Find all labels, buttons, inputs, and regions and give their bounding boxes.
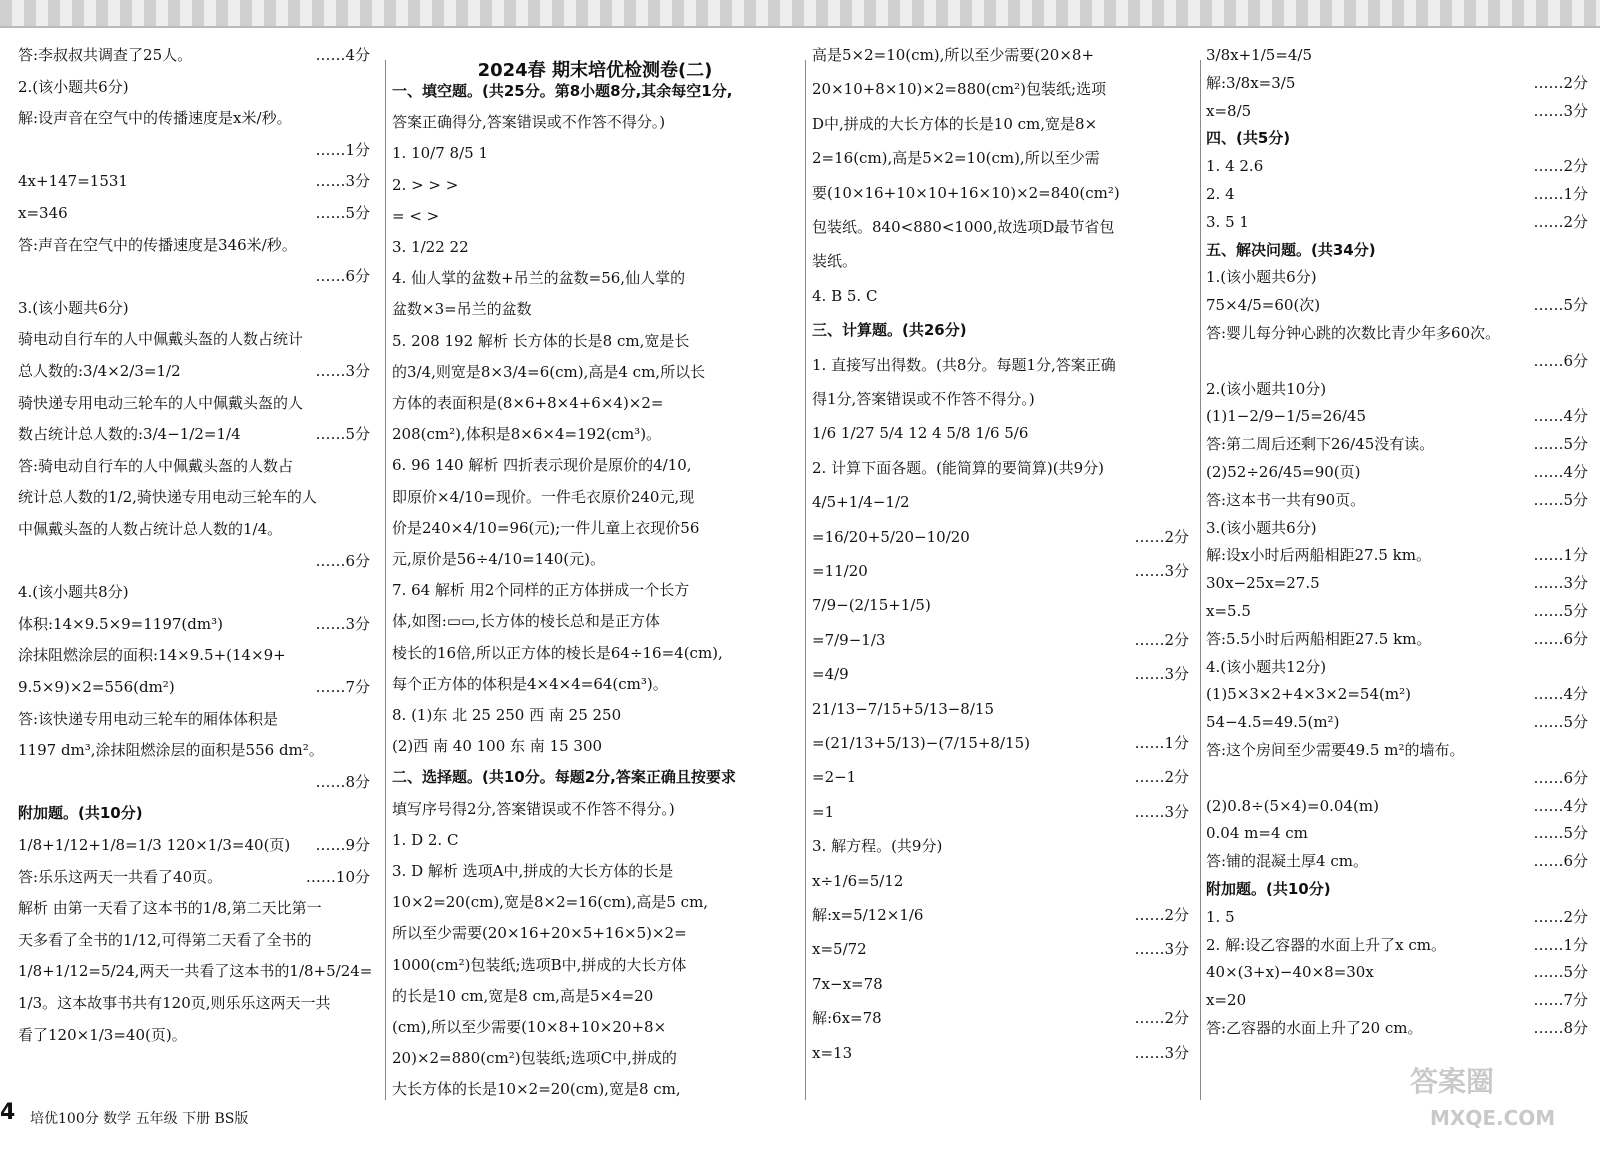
answer-line: 得1分,答案错误或不作答不得分。) bbox=[812, 390, 1035, 408]
answer-line: 即原价×4/10=现价。一件毛衣原价240元,现 bbox=[392, 487, 695, 506]
answer-line: 填写序号得2分,答案错误或不作答不得分。) bbox=[392, 799, 675, 818]
score-points: ……1分 bbox=[1533, 935, 1588, 954]
score-points: ……1分 bbox=[315, 140, 370, 159]
answer-line: 一、填空题。(共25分。第8小题8分,其余每空1分, bbox=[392, 82, 733, 100]
answer-line: 7/9−(2/15+1/5) bbox=[812, 596, 931, 615]
answer-line: 总人数的:3/4×2/3=1/2 bbox=[18, 362, 181, 380]
answer-line: 21/13−7/15+5/13−8/15 bbox=[812, 699, 994, 718]
answer-line: 答:乙容器的水面上升了20 cm。 bbox=[1206, 1019, 1423, 1037]
answer-line: 的长是10 cm,宽是8 cm,高是5×4=20 bbox=[392, 986, 654, 1005]
answer-line: 答:婴儿每分钟心跳的次数比青少年多60次。 bbox=[1206, 324, 1501, 342]
answer-line: 解:x=5/12×1/6 bbox=[812, 906, 924, 924]
answer-line: 答:这个房间至少需要49.5 m²的墙布。 bbox=[1206, 741, 1465, 759]
answer-line: 3. D 解析 选项A中,拼成的大长方体的长是 bbox=[392, 862, 674, 880]
score-points: ……3分 bbox=[315, 172, 370, 191]
answer-line: D中,拼成的大长方体的长是10 cm,宽是8× bbox=[812, 114, 1098, 133]
score-points: ……4分 bbox=[1533, 796, 1588, 815]
score-points: ……3分 bbox=[1134, 562, 1189, 580]
answer-line: 3.(该小题共6分) bbox=[1206, 518, 1317, 537]
footer: 培优100分 数学 五年级 下册 BS版 bbox=[30, 1111, 249, 1127]
answer-line: 答:这本书一共有90页。 bbox=[1206, 490, 1366, 509]
answer-line: 4. B 5. C bbox=[812, 286, 878, 305]
answer-line: 7. 64 解析 用2个同样的正方体拼成一个长方 bbox=[392, 581, 690, 600]
answer-line: 答:李叔叔共调查了25人。 bbox=[18, 46, 193, 64]
answer-line: 附加题。(共10分) bbox=[18, 804, 143, 823]
score-points: ……2分 bbox=[1134, 906, 1189, 924]
score-points: ……3分 bbox=[1533, 574, 1588, 593]
answer-line: 答:铺的混凝土厚4 cm。 bbox=[1206, 852, 1368, 871]
answer-line: 装纸。 bbox=[812, 252, 858, 271]
answer-line: (2)0.8÷(5×4)=0.04(m) bbox=[1206, 796, 1379, 815]
page-number: 4 bbox=[0, 1100, 16, 1125]
score-points: ……10分 bbox=[305, 867, 370, 886]
score-points: ……9分 bbox=[315, 836, 370, 854]
score-points: ……5分 bbox=[1533, 435, 1588, 454]
answer-line: 1. 直接写出得数。(共8分。每题1分,答案正确 bbox=[812, 355, 1116, 374]
answer-line: 体,如图:▭▭,长方体的棱长总和是正方体 bbox=[392, 612, 660, 631]
score-points: ……3分 bbox=[1134, 802, 1189, 821]
answer-line: 208(cm²),体积是8×6×4=192(cm³)。 bbox=[392, 425, 662, 444]
watermark-line-2: MXQE.COM bbox=[1430, 1106, 1556, 1130]
answer-line: 看了120×1/3=40(页)。 bbox=[18, 1025, 187, 1044]
answer-line: = < > bbox=[392, 206, 440, 225]
answer-line: 答:声音在空气中的传播速度是346米/秒。 bbox=[18, 235, 297, 254]
answer-line: 元,原价是56÷4/10=140(元)。 bbox=[392, 550, 606, 568]
score-points: ……5分 bbox=[315, 425, 370, 444]
answer-line: 2.(该小题共6分) bbox=[18, 77, 129, 96]
answer-line: 棱长的16倍,所以正方体的棱长是64÷16=4(cm), bbox=[392, 643, 723, 662]
score-points: ……5分 bbox=[1533, 713, 1588, 732]
answer-line: 3/8x+1/5=4/5 bbox=[1206, 46, 1313, 64]
answer-line: 3. 5 1 bbox=[1206, 212, 1249, 231]
answer-line: 二、选择题。(共10分。每题2分,答案正确且按要求 bbox=[392, 768, 736, 787]
answer-line: 4x+147=1531 bbox=[18, 172, 128, 191]
score-points: ……5分 bbox=[1533, 296, 1588, 315]
answer-line: 高是5×2=10(cm),所以至少需要(20×8+ bbox=[812, 46, 1095, 64]
answer-line: 天多看了全书的1/12,可得第二天看了全书的 bbox=[18, 930, 312, 949]
answer-line: x=20 bbox=[1206, 991, 1247, 1010]
answer-line: 答:骑电动自行车的人中佩戴头盔的人数占 bbox=[18, 456, 294, 475]
answer-line: 3. 解方程。(共9分) bbox=[812, 837, 943, 856]
score-points: ……6分 bbox=[315, 551, 370, 570]
answer-line: (1)1−2/9−1/5=26/45 bbox=[1206, 407, 1367, 426]
answer-line: 五、解决问题。(共34分) bbox=[1206, 240, 1376, 259]
score-points: ……1分 bbox=[1533, 546, 1588, 565]
column-1 bbox=[18, 44, 378, 1094]
answer-line: 解析 由第一天看了这本书的1/8,第二天比第一 bbox=[18, 899, 322, 918]
answer-line: 涂抹阻燃涂层的面积:14×9.5+(14×9+ bbox=[18, 646, 286, 665]
answer-line: 3.(该小题共6分) bbox=[18, 298, 129, 317]
answer-line: 1/8+1/12=5/24,两天一共看了这本书的1/8+5/24= bbox=[18, 962, 373, 981]
answer-line: =11/20 bbox=[812, 562, 868, 580]
answer-line: =7/9−1/3 bbox=[812, 630, 886, 649]
score-points: ……6分 bbox=[315, 267, 370, 286]
score-points: ……3分 bbox=[1533, 101, 1588, 120]
answer-line: x=5/72 bbox=[812, 940, 867, 959]
score-points: ……2分 bbox=[1533, 907, 1588, 926]
answer-line: 解:设x小时后两船相距27.5 km。 bbox=[1206, 546, 1431, 565]
answer-line: =16/20+5/20−10/20 bbox=[812, 527, 970, 546]
answer-line: 1. D 2. C bbox=[392, 830, 459, 849]
score-points: ……3分 bbox=[315, 362, 370, 380]
answer-line: 的3/4,则宽是8×3/4=6(cm),高是4 cm,所以长 bbox=[392, 362, 706, 381]
answer-line: x÷1/6=5/12 bbox=[812, 871, 904, 890]
answer-line: 1000(cm²)包装纸;选项B中,拼成的大长方体 bbox=[392, 955, 687, 974]
score-points: ……7分 bbox=[315, 678, 370, 696]
column-4 bbox=[1206, 44, 1596, 1094]
answer-line: 1.(该小题共6分) bbox=[1206, 268, 1317, 287]
column-2 bbox=[392, 44, 800, 1099]
score-points: ……2分 bbox=[1134, 1009, 1189, 1028]
score-points: ……6分 bbox=[1533, 768, 1588, 787]
answer-line: 价是240×4/10=96(元);一件儿童上衣现价56 bbox=[392, 518, 700, 537]
answer-line: x=346 bbox=[18, 204, 68, 222]
answer-line: 大长方体的长是10×2=20(cm),宽是8 cm, bbox=[392, 1080, 681, 1099]
column-divider-2 bbox=[805, 60, 806, 1100]
answer-line: 答:乐乐这两天一共看了40页。 bbox=[18, 867, 223, 886]
answer-line: 1/6 1/27 5/4 12 4 5/8 1/6 5/6 bbox=[812, 424, 1029, 443]
answer-line: 四、(共5分) bbox=[1206, 129, 1291, 148]
answer-line: 7x−x=78 bbox=[812, 974, 883, 993]
answer-line: 8. (1)东 北 25 250 西 南 25 250 bbox=[392, 706, 622, 724]
answer-line: 要(10×16+10×10+16×10)×2=840(cm²) bbox=[812, 183, 1120, 202]
answer-line: 30x−25x=27.5 bbox=[1206, 574, 1320, 593]
answer-line: 4.(该小题共12分) bbox=[1206, 657, 1327, 676]
answer-line: =4/9 bbox=[812, 665, 849, 684]
answer-line: 方体的表面积是(8×6+8×4+6×4)×2= bbox=[392, 394, 664, 412]
answer-line: 1. 4 2.6 bbox=[1206, 157, 1264, 176]
answer-line: 4. 仙人掌的盆数+吊兰的盆数=56,仙人掌的 bbox=[392, 269, 686, 288]
score-points: ……2分 bbox=[1134, 630, 1189, 649]
answer-line: 2. > > > bbox=[392, 175, 459, 194]
score-points: ……5分 bbox=[1533, 490, 1588, 509]
score-points: ……4分 bbox=[1533, 685, 1588, 704]
answer-line: 2. 4 bbox=[1206, 185, 1235, 203]
answer-line: 附加题。(共10分) bbox=[1206, 880, 1331, 898]
answer-line: 2.(该小题共10分) bbox=[1206, 379, 1327, 398]
answer-line: 2=16(cm),高是5×2=10(cm),所以至少需 bbox=[812, 149, 1100, 168]
answer-line: x=13 bbox=[812, 1043, 853, 1062]
score-points: ……5分 bbox=[1533, 602, 1588, 620]
answer-line: 三、计算题。(共26分) bbox=[812, 321, 967, 340]
answer-line: =(21/13+5/13)−(7/15+8/15) bbox=[812, 734, 1030, 752]
answer-line: (cm),所以至少需要(10×8+10×20+8× bbox=[392, 1018, 667, 1036]
score-points: ……4分 bbox=[1533, 407, 1588, 426]
score-points: ……2分 bbox=[1134, 527, 1189, 546]
answer-line: 解:设声音在空气中的传播速度是x米/秒。 bbox=[18, 109, 292, 128]
watermark-line-1: 答案圈 bbox=[1410, 1065, 1495, 1098]
answer-line: 骑快递专用电动三轮车的人中佩戴头盔的人 bbox=[18, 393, 304, 412]
score-points: ……4分 bbox=[1533, 463, 1588, 481]
answer-line: 骑电动自行车的人中佩戴头盔的人数占统计 bbox=[18, 330, 304, 349]
answer-line: 统计总人数的1/2,骑快递专用电动三轮车的人 bbox=[18, 488, 317, 507]
score-points: ……5分 bbox=[1533, 824, 1588, 843]
score-points: ……5分 bbox=[315, 204, 370, 222]
answer-line: 解:6x=78 bbox=[812, 1009, 882, 1028]
answer-line: 4/5+1/4−1/2 bbox=[812, 493, 910, 512]
answer-line: 0.04 m=4 cm bbox=[1206, 824, 1308, 843]
answer-line: 40×(3+x)−40×8=30x bbox=[1206, 963, 1374, 982]
answer-line: 数占统计总人数的:3/4−1/2=1/4 bbox=[18, 425, 241, 444]
score-points: ……1分 bbox=[1533, 185, 1588, 203]
score-points: ……5分 bbox=[1533, 963, 1588, 982]
answer-line: 体积:14×9.5×9=1197(dm³) bbox=[18, 614, 223, 633]
answer-line: 5. 208 192 解析 长方体的长是8 cm,宽是长 bbox=[392, 331, 690, 350]
score-points: ……6分 bbox=[1533, 629, 1588, 648]
decorative-wave-border bbox=[0, 0, 1600, 28]
score-points: ……2分 bbox=[1533, 212, 1588, 231]
answer-line: 1/8+1/12+1/8=1/3 120×1/3=40(页) bbox=[18, 836, 291, 854]
score-points: ……3分 bbox=[1134, 665, 1189, 684]
answer-line: 2. 计算下面各题。(能简算的要简算)(共9分) bbox=[812, 458, 1105, 477]
answer-line: 4.(该小题共8分) bbox=[18, 583, 129, 602]
answer-line: 包装纸。840<880<1000,故选项D最节省包 bbox=[812, 218, 1115, 236]
answer-line: x=5.5 bbox=[1206, 602, 1251, 620]
answer-line: (2)52÷26/45=90(页) bbox=[1206, 463, 1361, 481]
answer-line: 答案正确得分,答案错误或不作答不得分。) bbox=[392, 113, 666, 132]
score-points: ……8分 bbox=[1533, 1019, 1588, 1037]
score-points: ……3分 bbox=[1134, 1043, 1189, 1062]
answer-line: =2−1 bbox=[812, 768, 857, 787]
score-points: ……4分 bbox=[315, 46, 370, 64]
watermark bbox=[1410, 1060, 1590, 1140]
score-points: ……2分 bbox=[1533, 73, 1588, 92]
column-divider-1 bbox=[385, 60, 386, 1100]
answer-line: 54−4.5=49.5(m²) bbox=[1206, 713, 1340, 732]
answer-line: (1)5×3×2+4×3×2=54(m²) bbox=[1206, 685, 1411, 704]
score-points: ……3分 bbox=[1134, 940, 1189, 959]
answer-line: 3. 1/22 22 bbox=[392, 238, 469, 256]
answer-line: 答:该快递专用电动三轮车的厢体体积是 bbox=[18, 709, 279, 728]
answer-line: x=8/5 bbox=[1206, 101, 1252, 120]
answer-line: 所以至少需要(20×16+20×5+16×5)×2= bbox=[392, 924, 687, 943]
score-points: ……8分 bbox=[315, 772, 370, 791]
score-points: ……6分 bbox=[1533, 852, 1588, 871]
answer-line: 1. 10/7 8/5 1 bbox=[392, 144, 488, 163]
score-points: ……1分 bbox=[1134, 734, 1189, 752]
page-title: 2024春 期末培优检测卷(二) bbox=[477, 60, 713, 81]
answer-line: 10×2=20(cm),宽是8×2=16(cm),高是5 cm, bbox=[392, 893, 709, 912]
score-points: ……3分 bbox=[315, 614, 370, 633]
answer-line: 每个正方体的体积是4×4×4=64(cm³)。 bbox=[392, 674, 668, 693]
column-divider-3 bbox=[1200, 60, 1201, 1100]
answer-line: 20×10+8×10)×2=880(cm²)包装纸;选项 bbox=[812, 80, 1107, 99]
score-points: ……2分 bbox=[1533, 157, 1588, 176]
answer-line: 20)×2=880(cm²)包装纸;选项C中,拼成的 bbox=[392, 1049, 677, 1068]
answer-line: 1197 dm³,涂抹阻燃涂层的面积是556 dm²。 bbox=[18, 741, 324, 760]
answer-line: 2. 解:设乙容器的水面上升了x cm。 bbox=[1206, 935, 1446, 954]
answer-line: 盆数×3=吊兰的盆数 bbox=[392, 300, 532, 319]
answer-line: 1. 5 bbox=[1206, 907, 1235, 926]
score-points: ……7分 bbox=[1533, 991, 1588, 1010]
answer-line: 解:3/8x=3/5 bbox=[1206, 73, 1296, 92]
answer-line: 6. 96 140 解析 四折表示现价是原价的4/10, bbox=[392, 456, 692, 475]
answer-line: 答:第二周后还剩下26/45没有读。 bbox=[1206, 435, 1435, 454]
answer-line: 9.5×9)×2=556(dm²) bbox=[18, 678, 175, 696]
score-points: ……2分 bbox=[1134, 768, 1189, 787]
column-3 bbox=[812, 44, 1197, 1094]
answer-line: =1 bbox=[812, 802, 835, 821]
answer-line: 中佩戴头盔的人数占统计总人数的1/4。 bbox=[18, 520, 283, 538]
answer-line: 75×4/5=60(次) bbox=[1206, 296, 1321, 315]
answer-line: 答:5.5小时后两船相距27.5 km。 bbox=[1206, 629, 1432, 648]
answer-line: 1/3。这本故事书共有120页,则乐乐这两天一共 bbox=[18, 994, 331, 1012]
score-points: ……6分 bbox=[1533, 351, 1588, 370]
answer-line: (2)西 南 40 100 东 南 15 300 bbox=[392, 737, 603, 756]
